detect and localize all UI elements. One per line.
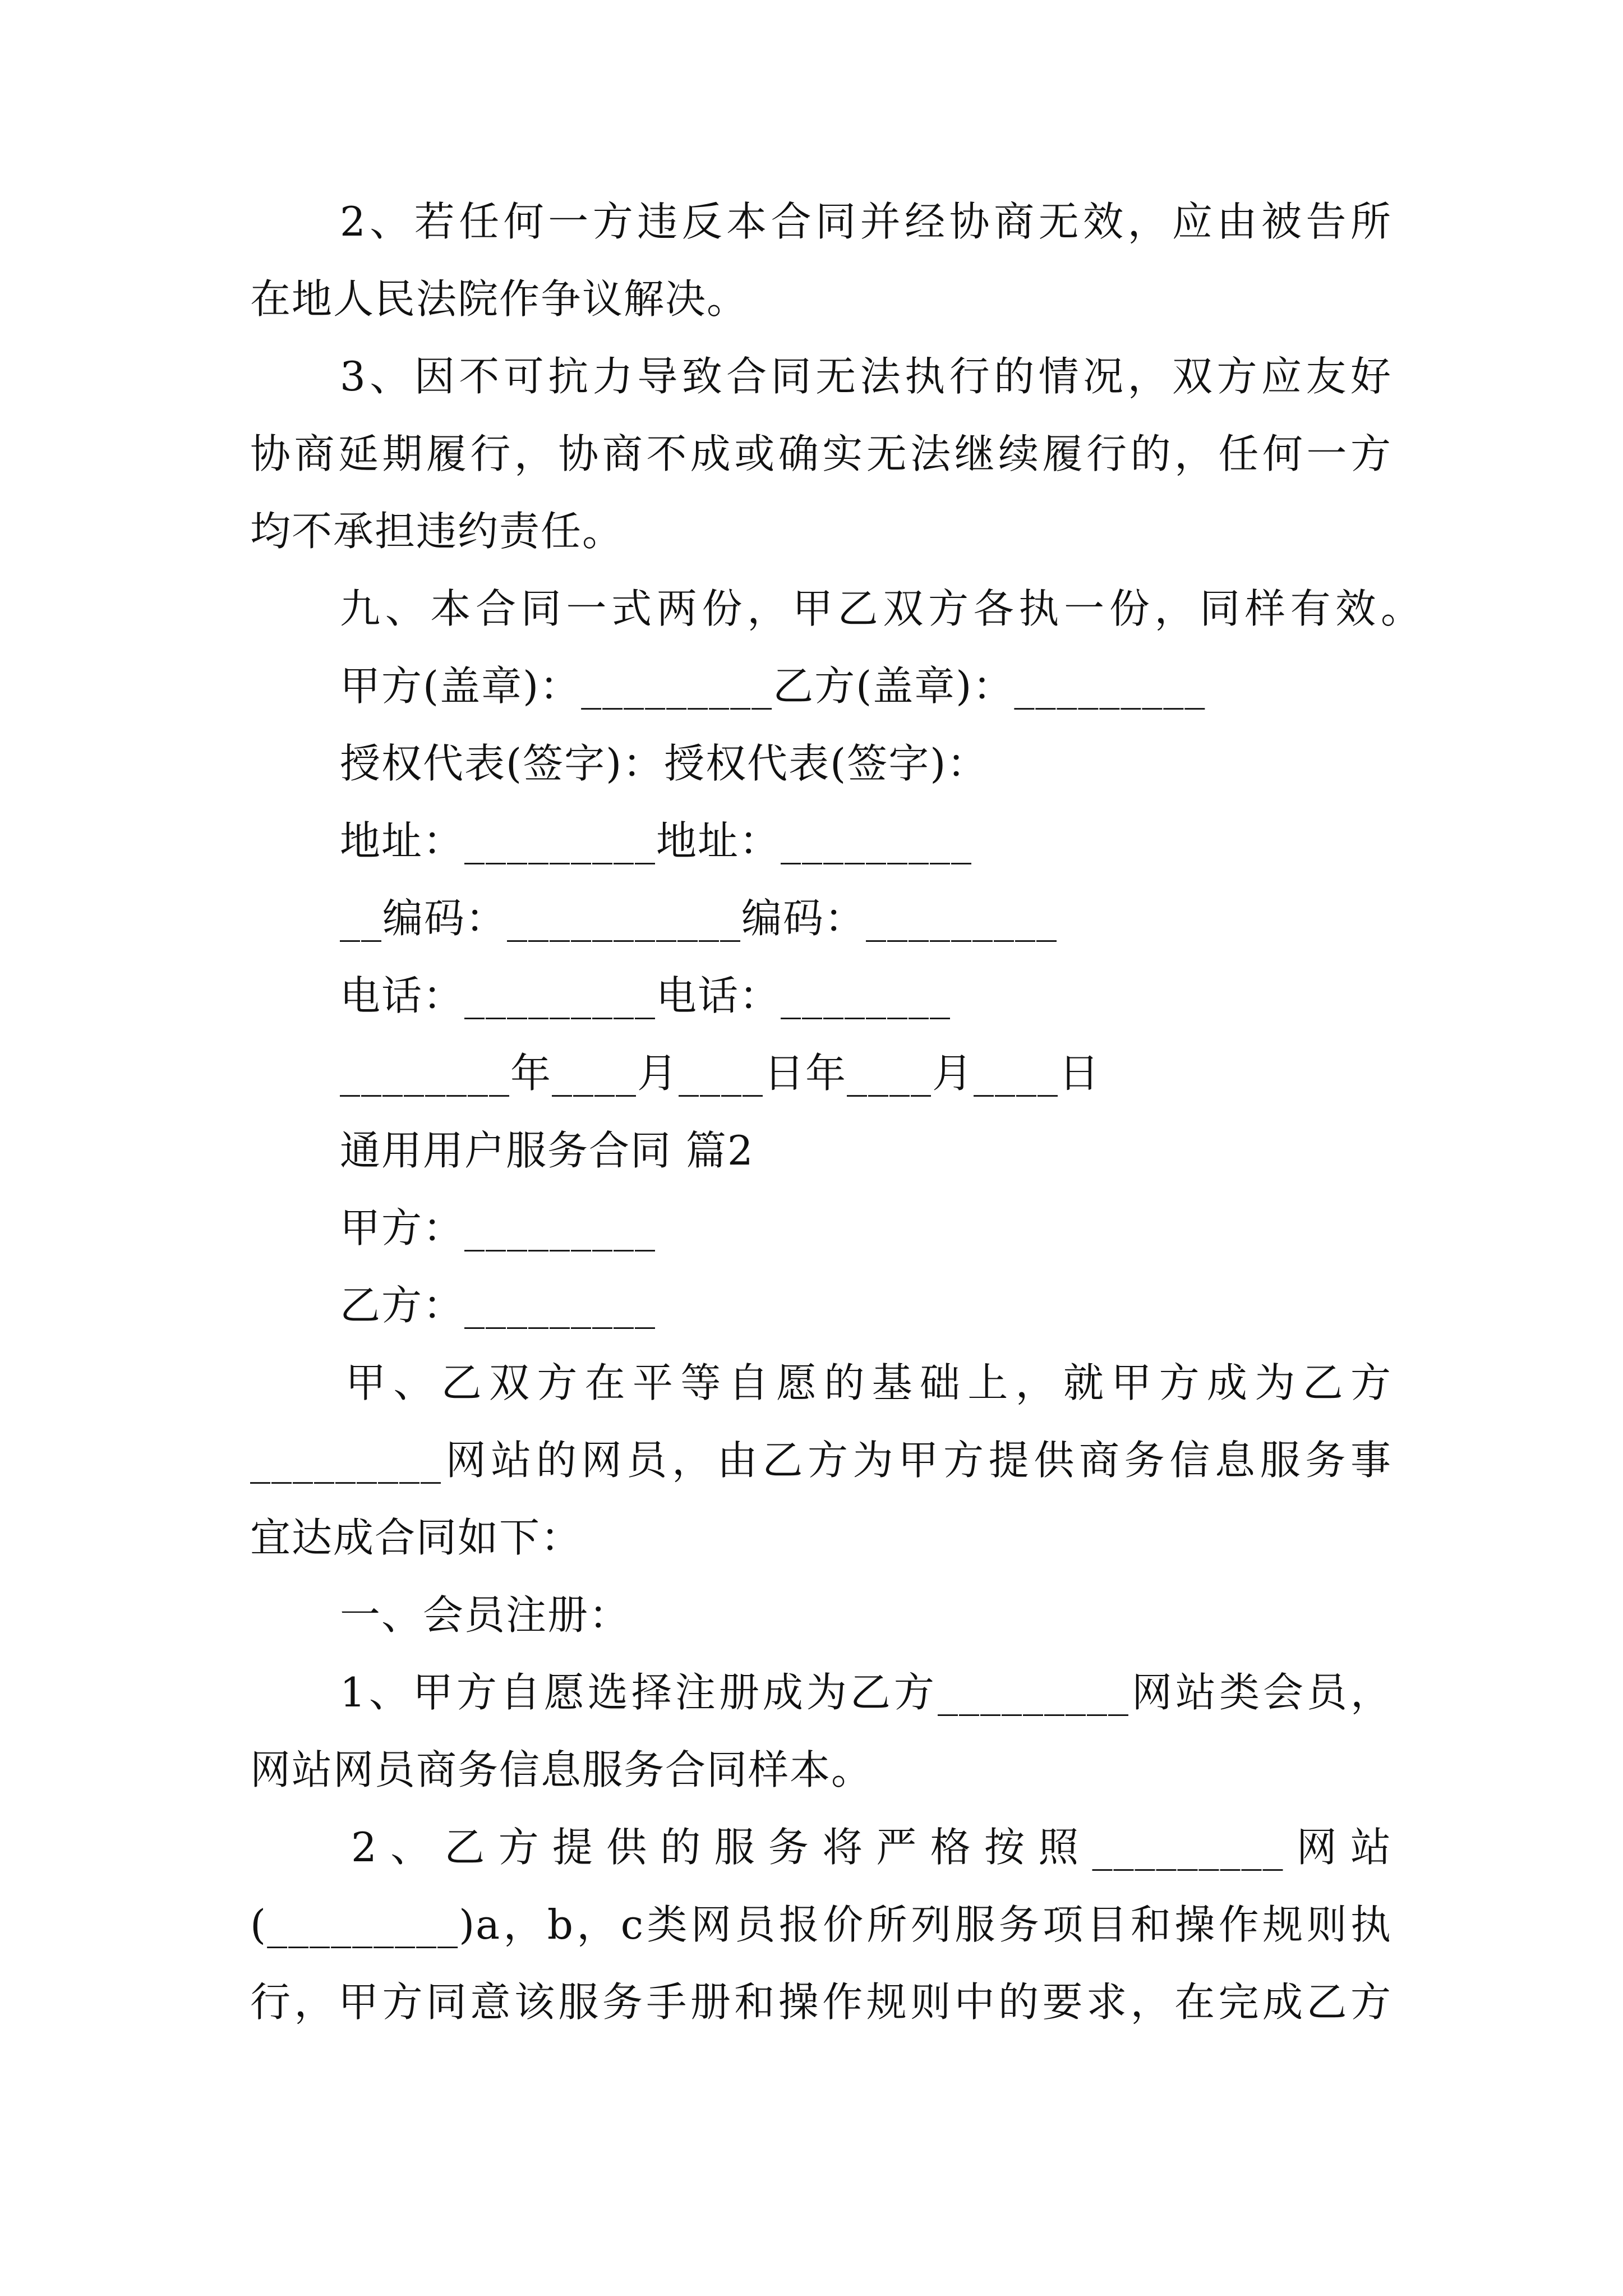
paragraph-line: 协商延期履行，协商不成或确实无法继续履行的，任何一方 <box>250 430 1392 477</box>
signature-line-date: ________年____月____日年____月____日 <box>340 1050 1100 1097</box>
signature-line-address: 地址：_________地址：_________ <box>340 817 973 864</box>
signature-line-seal: 甲方(盖章)：_________乙方(盖章)：_________ <box>340 662 1206 710</box>
paragraph-line: 网站网员商务信息服务合同样本。 <box>250 1746 873 1793</box>
paragraph-line: 宜达成合同如下： <box>250 1514 583 1561</box>
paragraph-line: 2、乙方提供的服务将严格按照_________网站 <box>351 1824 1392 1871</box>
paragraph-line: 行，甲方同意该服务手册和操作规则中的要求，在完成乙方 <box>250 1978 1392 2026</box>
signature-line-postcode: __编码：___________编码：_________ <box>340 895 1058 942</box>
paragraph-line: _________网站的网员，由乙方为甲方提供商务信息服务事 <box>250 1437 1392 1484</box>
paragraph-line: 在地人民法院作争议解决。 <box>250 275 749 323</box>
paragraph-line: 3、因不可抗力导致合同无法执行的情况，双方应友好 <box>340 353 1392 400</box>
paragraph-line: 甲、乙双方在平等自愿的基础上，就甲方成为乙方 <box>345 1359 1392 1406</box>
paragraph-line: (_________)a，b，c类网员报价所列服务项目和操作规则执 <box>250 1901 1392 1948</box>
party-b-line: 乙方：_________ <box>340 1282 657 1329</box>
paragraph-line: 2、若任何一方违反本合同并经协商无效，应由被告所 <box>340 198 1392 245</box>
paragraph-line: 1、甲方自愿选择注册成为乙方_________网站类会员， <box>340 1669 1392 1716</box>
signature-line-representative: 授权代表(签字)：授权代表(签字)： <box>340 740 989 787</box>
paragraph-line: 九、本合同一式两份，甲乙双方各执一份，同样有效。 <box>340 585 1422 632</box>
clause-heading: 一、会员注册： <box>340 1591 631 1639</box>
section-title: 通用用户服务合同 篇2 <box>340 1127 754 1174</box>
paragraph-line: 均不承担违约责任。 <box>250 508 624 555</box>
party-a-line: 甲方：_________ <box>340 1204 657 1251</box>
signature-line-phone: 电话：_________电话：________ <box>340 972 952 1019</box>
